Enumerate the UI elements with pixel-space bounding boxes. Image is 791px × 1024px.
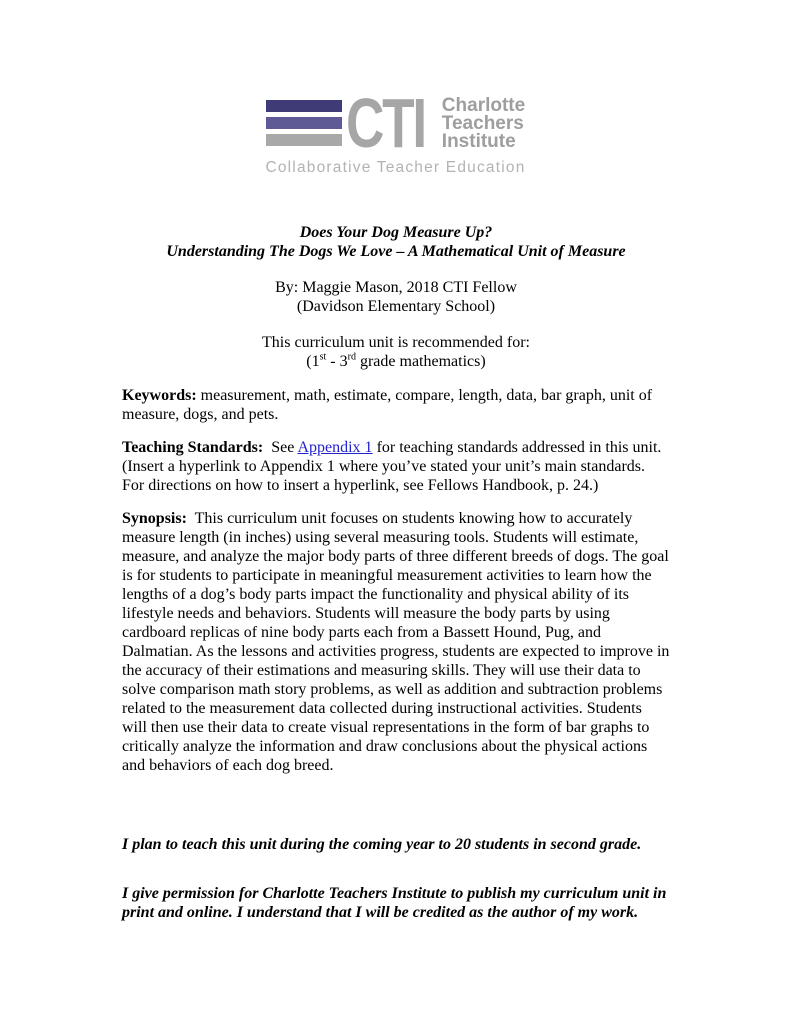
logo-cti-text: CTI bbox=[345, 84, 425, 162]
synopsis-label: Synopsis: bbox=[122, 510, 187, 527]
teach-plan-statement: I plan to teach this unit during the coming year to 20 students in second grade. bbox=[122, 836, 642, 853]
byline bbox=[122, 278, 670, 316]
permission-statement: I give permission for Charlotte Teachers Institute to publish my curriculum unit in print and online. I understand that I will be credited as the author of my work. bbox=[122, 885, 667, 921]
teaching-standards-post-link: for teaching standards addressed in this unit. (Insert a hyperlink to Appendix 1 where you’ve stated your unit’s main standards. For directions on how to insert a hyperlink, see Fellows Handbook, p. 24.) bbox=[122, 439, 662, 494]
logo-tagline: Collaborative Teacher Education bbox=[265, 159, 526, 176]
teaching-standards-label: Teaching Standards: bbox=[122, 439, 264, 456]
synopsis-paragraph bbox=[122, 509, 670, 775]
unit-title-line-2: Understanding The Dogs We Love – A Mathematical Unit of Measure bbox=[166, 243, 626, 260]
logo-institute-line-2: Teachers bbox=[441, 113, 524, 134]
grade-range-line bbox=[122, 352, 670, 371]
logo-institute-line-1: Charlotte bbox=[441, 95, 526, 116]
grade-part-3: grade mathematics) bbox=[355, 353, 486, 370]
synopsis-text: This curriculum unit focuses on students knowing how to accurately measure length (in inches) using several measuring tools. Students will estimate, measure, and analyze the major body parts of three different breeds of dogs. The goal is for students to participate in meaningful measurement activities to learn how the lengths of a dog’s body parts impact the functionality and physical ability of its lifestyle needs and behaviors. Students will measure the body parts by using cardboard replicas of nine body parts each from a Bassett Hound, Pug, and Dalmatian. As the lessons and activities progress, students are expected to improve in the accuracy of their estimations and measuring skills. They will use their data to solve comparison math story problems, as well as addition and subtraction problems related to the measurement data collected during instructional activities. Students will then use their data to create visual representations in the form of bar graphs to critically analyze the information and draw conclusions about the physical actions and behaviors of each dog breed. bbox=[122, 510, 670, 774]
appendix-1-link[interactable]: Appendix 1 bbox=[297, 439, 373, 456]
grade-superscript-rd: rd bbox=[347, 351, 356, 363]
grade-part-2: - 3 bbox=[326, 353, 348, 370]
keywords-text: measurement, math, estimate, compare, length, data, bar graph, unit of measure, dogs, and pets. bbox=[122, 387, 653, 423]
keywords-paragraph bbox=[122, 386, 670, 424]
recommended-block bbox=[122, 333, 670, 371]
keywords-label: Keywords: bbox=[122, 387, 197, 404]
unit-title-line-1: Does Your Dog Measure Up? bbox=[299, 224, 493, 241]
logo-institute-text bbox=[442, 97, 525, 151]
logo-bar-top bbox=[266, 100, 342, 112]
unit-title bbox=[122, 223, 670, 261]
document-body bbox=[0, 223, 791, 922]
cti-logo bbox=[0, 0, 791, 177]
logo-institute-line-3: Institute bbox=[441, 131, 516, 152]
logo-bars-icon bbox=[266, 100, 342, 146]
cti-logo-row bbox=[266, 84, 526, 162]
school-line: (Davidson Elementary School) bbox=[296, 298, 496, 315]
grade-superscript-st: st bbox=[319, 351, 327, 363]
recommended-line: This curriculum unit is recommended for: bbox=[262, 334, 530, 351]
grade-part-1: (1 bbox=[306, 353, 320, 370]
logo-bar-bottom bbox=[266, 134, 342, 146]
logo-bar-middle bbox=[266, 117, 342, 129]
teaching-standards-pre-link: See bbox=[263, 439, 298, 456]
author-line: By: Maggie Mason, 2018 CTI Fellow bbox=[275, 279, 517, 296]
teaching-standards-paragraph bbox=[122, 438, 670, 495]
